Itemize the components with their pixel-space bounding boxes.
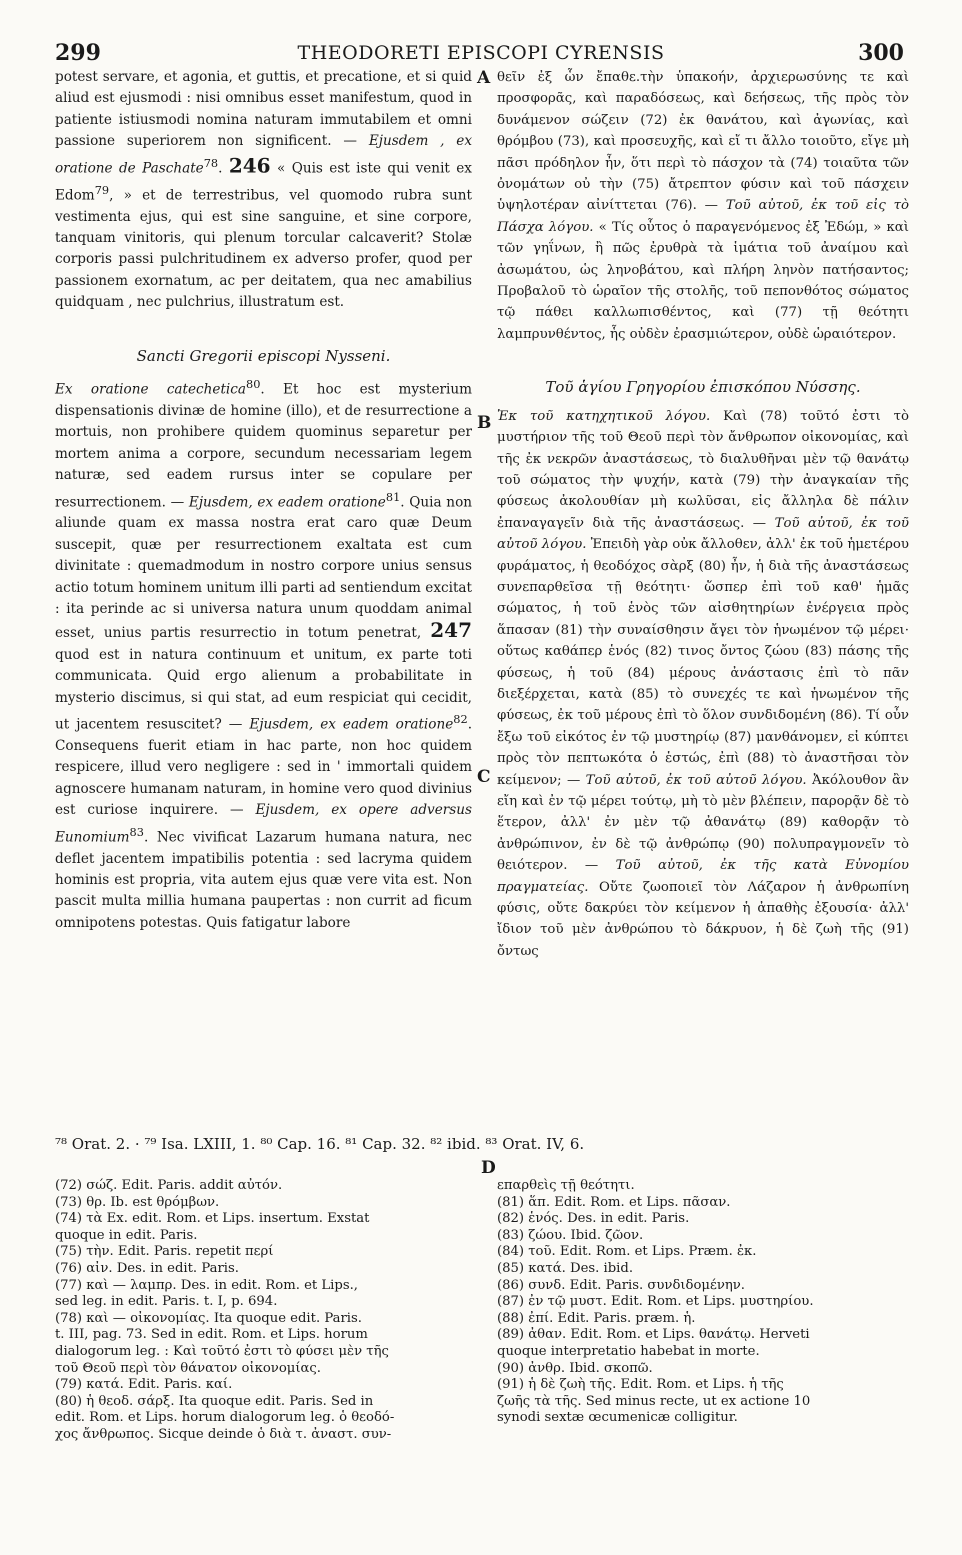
latin-column xyxy=(55,67,472,934)
greek-section-heading: Τοῦ ἁγίου Γρηγορίου ἐπισκόπου Νύσσης. xyxy=(545,378,861,397)
critical-notes-right xyxy=(497,1178,909,1427)
greek-paragraph-1: θεῖν ἐξ ὧν ἔπαθε.τὴν ὑπακοήν, ἀρχιερωσύνης τε καὶ προσφορᾶς, καὶ παραδόσεως, καὶ δεήσεως, τῆς πρὸς τὸν δυνάμενον σώζειν (72) ἐκ θανάτου, καὶ ἀγωνίας, καὶ θρόμβου (73), καὶ προσευχῆς, καὶ εἴ τι ἄλλο τοιοῦτο, εἴγε μὴ πᾶσι πρόδηλον ἦν, ὅτι περὶ τὸ πάσχον τὰ (74) τοιαῦτα τῶν ὀνομάτων οὐ τὴν (75) ἄτρεπτον φύσιν καὶ τοῦ πάσχειν ὑψηλοτέραν αἰνίττεται (76). — Τοῦ αὐτοῦ, ἐκ τοῦ εἰς τὸ Πάσχα λόγου. « Τίς οὗτος ὁ παραγενόμενος ἐξ Ἐδώμ, » καὶ τῶν γηΐνων, ἢ πῶς ἐρυθρὰ τὰ ἱμάτια τοῦ ἀναίμου καὶ ἀσωμάτου, ὡς ληνοβάτου, καὶ πλήρη ληνὸν πατήσαντος; Προβαλοῦ τὸ ὡραῖον τῆς στολῆς, τοῦ πεπονθότος σώματος τῷ πάθει καλλωπισθέντος, καὶ (77) τῇ θεότητι λαμπρυνθέντος, ἧς οὐδὲν ἐρασμιώτερον, οὐδὲ ὡραιότερον. xyxy=(497,70,909,342)
latin-section-heading: Sancti Gregorii episcopi Nysseni. xyxy=(136,346,391,365)
note-line: dialogorum leg. : Καὶ τοῦτό ἐστι τὸ φύσει μὲν τῆς xyxy=(55,1343,389,1359)
note-line: (80) ἡ θεοδ. σάρξ. Ita quoque edit. Paris. Sed in xyxy=(55,1393,374,1409)
note-line: (75) τὴν. Edit. Paris. repetit περί xyxy=(55,1244,274,1260)
note-line: (89) ἀθαν. Edit. Rom. et Lips. θανάτῳ. Herveti xyxy=(497,1327,810,1343)
page-number-right: 300 xyxy=(858,40,904,66)
margin-marker-d: D xyxy=(481,1158,496,1178)
note-line: (79) κατά. Edit. Paris. καί. xyxy=(55,1377,233,1393)
note-line: (86) συνδ. Edit. Paris. συνδιδομένην. xyxy=(497,1277,745,1293)
note-line: (87) ἐν τῷ μυστ. Edit. Rom. et Lips. μυστηρίου. xyxy=(497,1294,814,1310)
note-line: (88) ἐπί. Edit. Paris. præm. ἡ. xyxy=(497,1310,696,1326)
note-line: synodi sextæ œcumenicæ colligitur. xyxy=(497,1410,738,1426)
note-line: (74) τὰ Ex. edit. Rom. et Lips. insertum. Exstat xyxy=(55,1211,370,1227)
running-title: THEODORETI EPISCOPI CYRENSIS xyxy=(297,42,665,64)
note-line: (83) ζώου. Ibid. ζῶον. xyxy=(497,1227,644,1243)
note-line: (73) θρ. Ib. est θρόμβων. xyxy=(55,1194,220,1210)
column-number-247: 247 xyxy=(430,618,473,643)
critical-notes-left xyxy=(55,1178,475,1444)
note-line: (72) σώζ. Edit. Paris. addit αὐτόν. xyxy=(55,1178,283,1193)
note-line: τοῦ Θεοῦ περὶ τὸν θάνατον οἰκονομίας. xyxy=(55,1360,321,1376)
note-line: (76) αἰν. Des. in edit. Paris. xyxy=(55,1260,239,1276)
latin-paragraph-2: Ex oratione catechetica$^{80}$. Et hoc est mysterium dispensationis divinæ de homine (illo), et de resurrectione a mortuis, non prohibere quidem quominus separetur per mortem anima a corpore, secundum necessariam legem naturæ, sed eadem rursus inter se copulare per resurrectionem. — Ejusdem, ex eadem oratione$^{81}$. Quia non aliunde quam ex massa nostra erat caro quæ Deum suscepit, quæ per resurrectionem exaltata est cum divinitate : quemadmodum in nostro corpore unius sensus actio totum hominem unitum illi parti ad sentiendum excitat : ita perinde ac si universa natura unum quoddam animal esset, unius partis resurrectio in totum penetrat, 247 quod est in natura continuum et unitum, ex parte toti communicata. Quid ergo alienum a probabilitate in mysterio discimus, si qui stat, ad eum respiciat qui cecidit, ut jacentem resuscitet? — Ejusdem, ex eadem oratione$^{82}$. Consequens fuerit etiam in hac parte, non hoc quidem respicere, illud vero negligere : sed in ' immortali quidem agnoscere humanam naturam, in homine vero quod divinius est curiose inquirere. — Ejusdem, ex opere adversus Eunomium$^{83}$. Nec vivificat Lazarum humana natura, nec deflet jacentem impatibilis potentia : sed lacryma quidem hominis est propria, vita autem ejus quæ vere vita est. Non pascit multa millia humana paupertas : non currit ad ficum omnipotens potestas. Quis fatigatur labore xyxy=(55,376,473,931)
margin-marker-a: A xyxy=(477,68,491,88)
note-line: (90) ἀνθρ. Ibid. σκοπῶ. xyxy=(497,1360,653,1376)
greek-column xyxy=(497,67,909,962)
footnote-references: ⁷⁸ Orat. 2. · ⁷⁹ Isa. LXIII, 1. ⁸⁰ Cap. 16. ⁸¹ Cap. 32. ⁸² ibid. ⁸³ Orat. IV, 6. xyxy=(55,1135,585,1153)
margin-marker-b: B xyxy=(477,413,492,433)
latin-paragraph-1: potest servare, et agonia, et guttis, et precatione, et si quid aliud est ejusmodi : nisi omnibus esset manifestum, quod in patiente istiusmodi nomina naturam immutabilem et omni passione superiorem non significent. — Ejusdem , ex oratione de Paschate$^{78}$. 246 « Quis est iste qui venit ex Edom$^{79}$, » et de terrestribus, vel quomodo rubra sunt vestimenta ejus, qui est sine sanguine, et sine corpore, tanquam vinitoris, qui plenum torcular calcaverit? Stolæ corporis passi pulchritudinem ex adverso profer, quod per passionem exornatum, ac per deitatem, qua nec amabilius quidquam , nec pulchrius, illustratum est. xyxy=(55,69,473,311)
note-line: (77) καὶ — λαμπρ. Des. in edit. Rom. et Lips., xyxy=(55,1277,358,1293)
note-line: quoque interpretatio habebat in morte. xyxy=(497,1343,760,1359)
note-line: quoque in edit. Paris. xyxy=(55,1227,198,1243)
margin-marker-c: C xyxy=(477,767,491,787)
page-header xyxy=(0,40,962,70)
note-line: (81) ἅπ. Edit. Rom. et Lips. πᾶσαν. xyxy=(497,1194,731,1210)
note-line: ζωῆς τὰ τῆς. Sed minus recte, ut ex actione 10 xyxy=(497,1393,811,1409)
note-line: επαρθεὶς τῇ θεότητι. xyxy=(497,1178,635,1193)
note-line: χος ἄνθρωπος. Sicque deinde ὁ διὰ τ. ἀναστ. συν- xyxy=(55,1426,392,1442)
note-line: edit. Rom. et Lips. horum dialogorum leg. ὁ θεοδό- xyxy=(55,1410,395,1426)
note-line: t. III, pag. 73. Sed in edit. Rom. et Lips. horum xyxy=(55,1327,368,1343)
note-line: (84) τοῦ. Edit. Rom. et Lips. Præm. ἐκ. xyxy=(497,1244,757,1260)
note-line: (82) ἑνός. Des. in edit. Paris. xyxy=(497,1211,690,1227)
greek-paragraph-2: Ἐκ τοῦ κατηχητικοῦ λόγου. Καὶ (78) τοῦτό ἐστι τὸ μυστήριον τῆς τοῦ Θεοῦ περὶ τὸν ἄνθρωπον οἰκονομίας, καὶ τῆς ἐκ νεκρῶν ἀναστάσεως, τὸ διαλυθῆναι μὲν τῷ θανάτῳ τοῦ σώματος τὴν ψυχήν, κατὰ (79) τὴν ἀναγκαίαν τῆς φύσεως ἀκολουθίαν μὴ κωλῦσαι, εἰς ἄλληλα δὲ πάλιν ἐπαναγαγεῖν διὰ τῆς ἀναστάσεως. — Τοῦ αὐτοῦ, ἐκ τοῦ αὐτοῦ λόγου. Ἐπειδὴ γὰρ οὐκ ἄλλοθεν, ἀλλ' ἐκ τοῦ ἡμετέρου φυράματος, ἡ θεοδόχος σὰρξ (80) ἦν, ἡ διὰ τῆς ἀναστάσεως συνεπαρθεῖσα τῇ θεότητι· ὥσπερ ἐπὶ τοῦ καθ' ἡμᾶς σώματος, ἡ τοῦ ἑνὸς τῶν αἰσθητηρίων ἐνέργεια πρὸς ἅπασαν (81) τὴν συναίσθησιν ἄγει τὸν ἡνωμένον τῷ μέρει· οὕτως καθάπερ ἑνός (82) τινος ὄντος ζώου (83) πάσης τῆς φύσεως, ἡ τοῦ (84) μέρους ἀνάστασις ἐπὶ τὸ πᾶν διεξέρχεται, κατὰ (85) τὸ συνεχές τε καὶ ἡνωμένον τῆς φύσεως, ἐκ τοῦ μέρους ἐπὶ τὸ ὅλον συνδιδομένη (86). Τί οὖν ἔξω τοῦ εἰκότος ἐν τῷ μυστηρίῳ (87) μανθάνομεν, εἰ κύπτει πρὸς τὸν πεπτωκότα ὁ ἑστώς, ἐπὶ (88) τὸ ἀναστῆσαι τὸν κείμενον; — Τοῦ αὐτοῦ, ἐκ τοῦ αὐτοῦ λόγου. Ἀκόλουθον ἂν εἴη καὶ ἐν τῷ μέρει τούτῳ, μὴ τὸ μὲν βλέπειν, παρορᾷν δὲ τὸ ἕτερον, ἀλλ' ἐν μὲν τῷ ἀθανάτῳ (89) καθορᾷν τὸ ἀνθρώπινον, ἐν δὲ τῷ ἀνθρώπῳ (90) πολυπραγμονεῖν τὸ θειότερον. — Τοῦ αὐτοῦ, ἐκ τῆς κατὰ Εὐνομίου πραγματείας. Οὔτε ζωοποιεῖ τὸν Λάζαρον ἡ ἀνθρωπίνη φύσις, οὔτε δακρύει τὸν κείμενον ἡ ἀπαθὴς ἐξουσία· ἀλλ' ἴδιον τοῦ μὲν ἀνθρώπου τὸ δάκρυον, ἡ δὲ ζωὴ τῆς (91) ὄντως xyxy=(497,408,910,959)
page-number-left: 299 xyxy=(55,40,101,66)
column-number-246: 246 xyxy=(228,153,271,178)
note-line: (78) καὶ — οἰκονομίας. Ita quoque edit. Paris. xyxy=(55,1310,362,1326)
latin-source: Ejusdem , ex oratione de Paschate xyxy=(55,133,473,177)
note-line: sed leg. in edit. Paris. t. I, p. 694. xyxy=(55,1294,278,1310)
note-line: (85) κατά. Des. ibid. xyxy=(497,1260,634,1276)
note-line: (91) ἡ δὲ ζωὴ τῆς. Edit. Rom. et Lips. ἡ τῆς xyxy=(497,1377,784,1393)
